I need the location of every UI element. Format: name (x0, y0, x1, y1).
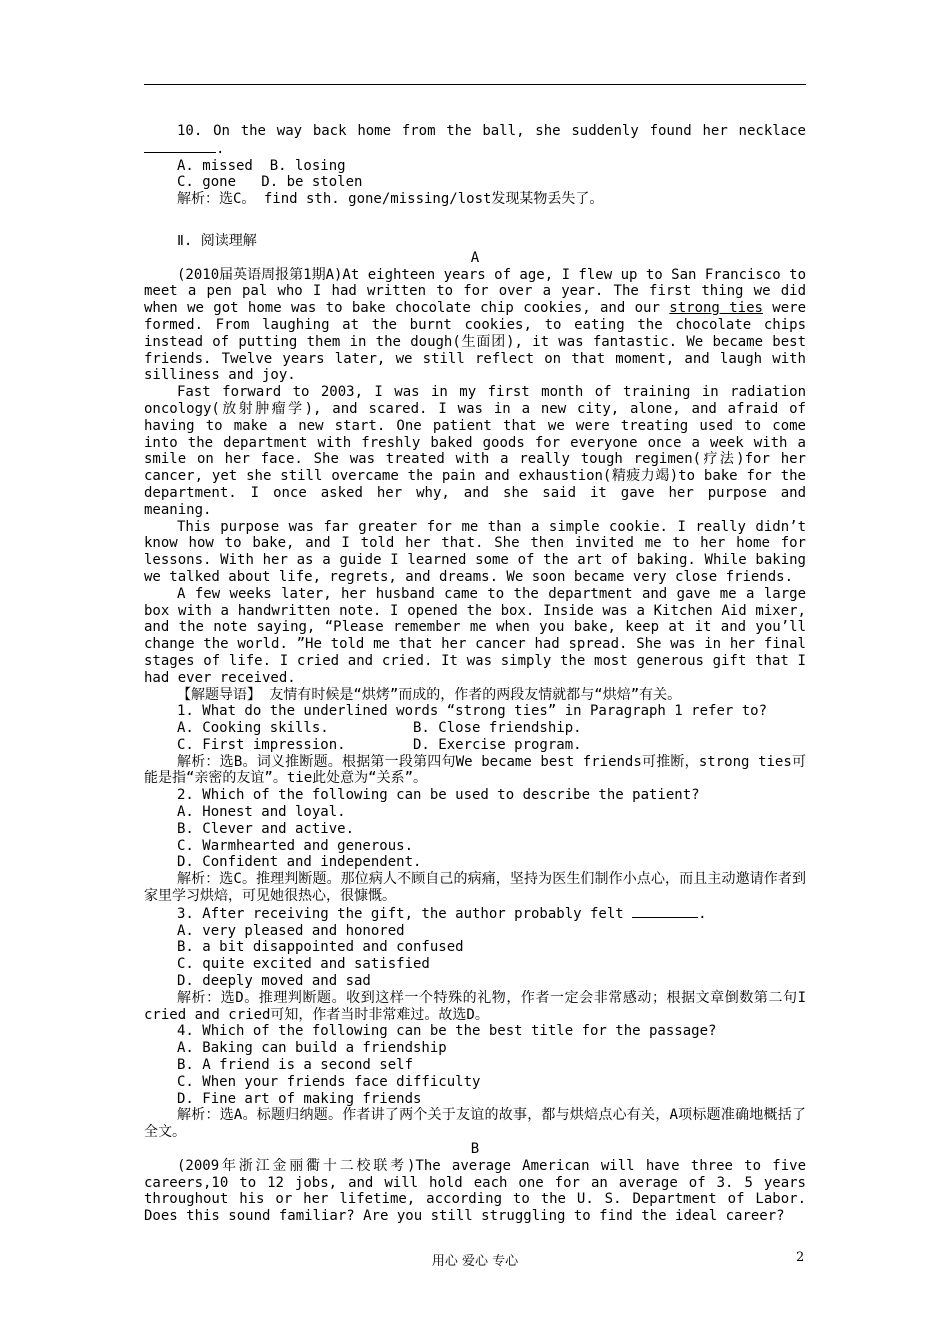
header-rule (144, 84, 806, 85)
passage-a-paragraph-1 (144, 267, 806, 385)
question-2-option-b: B. Clever and active. (177, 820, 355, 837)
q10-options-1: A. missed B. losing (177, 157, 346, 174)
passage-b-label: B (470, 1141, 480, 1158)
question-3-option-c: C. quite excited and satisfied (177, 956, 430, 973)
footer-slogan: 用心 爱心 专心 (431, 1254, 519, 1269)
passage-a-paragraph-3: This purpose was far greater for me than a simple cookie. I really didn’t know how to bake, and I told her that. She then invited me to her home for lessons. With her as a guide I learned some of the art of baking. While baking we talked about life, regrets, and dreams. We soon became very close friends. (144, 518, 806, 585)
q10-stem-text: 10. On the way back home from the ball, she suddenly found her necklace (177, 123, 806, 139)
question-4-option-b: B. A friend is a second self (177, 1057, 414, 1074)
spacer (144, 208, 806, 225)
question-1-options-2: C. First impression. D. Exercise program. (177, 736, 582, 753)
section-title: Ⅱ. 阅读理解 (177, 232, 257, 249)
page-number: 2 (796, 1250, 805, 1265)
page-content (144, 123, 806, 1225)
answer-blank (632, 905, 698, 918)
question-2-option-d: D. Confident and independent. (177, 854, 422, 871)
question-4-option-c: C. When your friends face difficulty (177, 1073, 481, 1090)
question-3-option-b: B. a bit disappointed and confused (177, 939, 464, 956)
question-1-stem: 1. What do the underlined words “strong ties” in Paragraph 1 refer to? (177, 703, 768, 720)
question-4-analysis: 解析：选A。标题归纳题。作者讲了两个关于友谊的故事，都与烘焙点心有关，A项标题准确地概括了全文。 (144, 1107, 806, 1141)
passage-a-p1-text: (2010届英语周报第1期A)At eighteen years of age, I flew up to San Francisco to meet a pen pal who I had written to for over a year. The first thing we did when we got home was to bake chocolate chip cookies, and our (144, 266, 807, 317)
q10-stem-end: . (216, 140, 225, 157)
passage-b-paragraph-1: (2009年浙江金丽衢十二校联考)The average American will have three to five careers,10 to 12 jobs, and will hold each one for an average of 3. 5 years throughout his or her lifetime, according to the U. S. Department of Labor. Does this sound familiar? Are you still struggling to find the ideal career? (144, 1157, 806, 1225)
question-3-option-d: D. deeply moved and sad (177, 973, 371, 990)
answer-blank (144, 140, 216, 153)
question-1-options-1: A. Cooking skills. B. Close friendship. (177, 720, 582, 737)
passage-a-label: A (470, 249, 480, 266)
passage-a-guide: 【解题导语】 友情有时候是“烘烤”而成的，作者的两段友情就都与“烘焙”有关。 (177, 686, 682, 703)
question-3-stem (144, 905, 806, 923)
q10-stem (144, 123, 806, 158)
spacer (144, 225, 806, 233)
question-3-stem-text: 3. After receiving the gift, the author probably felt (177, 905, 624, 922)
question-4-option-a: A. Baking can build a friendship (177, 1040, 447, 1057)
question-4-stem: 4. Which of the following can be the best title for the passage? (177, 1023, 717, 1040)
question-1-analysis: 解析：选B。词义推断题。根据第一段第四句We became best friends可推断，strong ties可能是指“亲密的友谊”。tie此处意为“关系”。 (144, 753, 806, 787)
question-3-analysis: 解析：选D。推理判断题。收到这样一个特殊的礼物，作者一定会非常感动；根据文章倒数第二句I cried and cried可知，作者当时非常难过。故选D。 (144, 989, 806, 1023)
question-2-option-c: C. Warmhearted and generous. (177, 837, 414, 854)
q10-options-2: C. gone D. be stolen (177, 174, 363, 191)
underlined-phrase: strong ties (669, 300, 763, 317)
question-3-stem-end: . (698, 905, 707, 922)
question-2-option-a: A. Honest and loyal. (177, 804, 346, 821)
question-3-option-a: A. very pleased and honored (177, 922, 405, 939)
passage-a-paragraph-4: A few weeks later, her husband came to the department and gave me a large box with a handwritten note. I opened the box. Inside was a Kitchen Aid mixer, and the note saying, “Please remember me when you bake, keep at it and you’ll change the world. ”He told me that her cancer had spread. She was in her final stages of life. I cried and cried. It was simply the most generous gift that I had ever received. (144, 585, 806, 686)
passage-a-p1-rest: were formed. From laughing at the burnt cookies, to eating the chocolate chips instead of putting them in the dough(生面团), it was fantastic. We became best friends. Twelve years later, we still reflect on that moment, and laugh with silliness and joy. (144, 300, 807, 384)
passage-a-paragraph-2: Fast forward to 2003, I was in my first month of training in radiation oncology(放射肿瘤学), and scared. I was in a new city, alone, and afraid of having to make a new start. One patient that we were treating used to come into the department with freshly baked goods for everyone once a week with a smile on her face. She was treated with a really tough regimen(疗法)for her cancer, yet she still overcame the pain and exhaustion(精疲力竭)to bake for the department. I once asked her why, and she said it gave her purpose and meaning. (144, 384, 806, 518)
q10-analysis: 解析：选C。 find sth. gone/missing/lost发现某物丢失了。 (177, 191, 604, 208)
question-2-stem: 2. Which of the following can be used to describe the patient? (177, 787, 700, 804)
question-2-analysis: 解析：选C。推理判断题。那位病人不顾自己的病痛，坚持为医生们制作小点心，而且主动邀请作者到家里学习烘焙，可见她很热心，很慷慨。 (144, 871, 806, 905)
question-4-option-d: D. Fine art of making friends (177, 1090, 422, 1107)
